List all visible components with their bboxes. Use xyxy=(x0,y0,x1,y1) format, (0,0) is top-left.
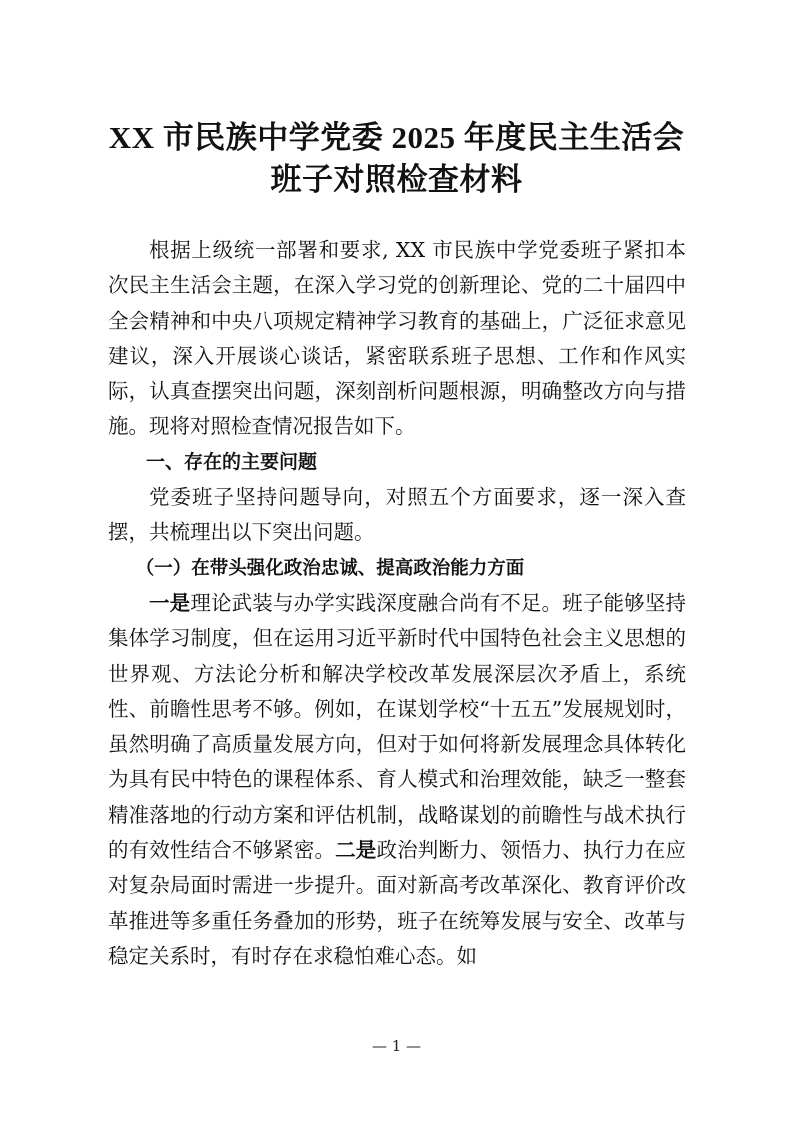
point-1-lead: 一是 xyxy=(149,590,191,615)
section-heading-1: 一、存在的主要问题 xyxy=(146,450,318,473)
point-1-text: 理论武装与办学实践深度融合尚有不足。班子能够坚持集体学习制度，但在运用习近平新时代中国特色社会主义思想的世界观、方法论分析和解决学校改革发展深层次矛盾上，系统性、前瞻性思考不够。例如，在谋划学校“十五五”发展规划时，虽然明确了高质量发展方向，但对于如何将新发展理念具体转化为具有民中特色的课程体系、育人模式和治理效能，缺乏一整套精准落地的行动方案和评估机制，战略谋划的前瞻性与战术执行的有效性结合不够紧密。 xyxy=(108,590,687,863)
subsection-heading-1: （一）在带头强化政治忠诚、提高政治能力方面 xyxy=(135,557,525,579)
points-paragraph xyxy=(108,586,686,974)
intro-paragraph: 根据上级统一部署和要求, XX 市民族中学党委班子紧扣本次民主生活会主题，在深入学习党的创新理论、党的二十届四中全会精神和中央八项规定精神学习教育的基础上，广泛征求意见建议，深入开展谈心谈话，紧密联系班子思想、工作和作风实际，认真查摆突出问题，深刻剖析问题根源，明确整改方向与措施。现将对照检查情况报告如下。 xyxy=(108,238,686,439)
page-number: — 1 — xyxy=(371,1037,422,1055)
document-title-line-2: 班子对照检查材料 xyxy=(270,162,523,197)
point-2-text: 政治判断力、领悟力、执行力在应对复杂局面时需进一步提升。面对新高考改革深化、教育评价改革推进等多重任务叠加的形势，班子在统筹发展与安全、改革与稳定关系时，有时存在求稳怕难心态。如 xyxy=(108,838,687,968)
document-body xyxy=(108,233,686,974)
section-intro-paragraph: 党委班子坚持问题导向，对照五个方面要求，逐一深入查摆，共梳理出以下突出问题。 xyxy=(108,485,686,545)
point-2-lead: 二是 xyxy=(335,838,377,863)
document-title-line-1: XX 市民族中学党委 2025 年度民主生活会 xyxy=(108,120,685,155)
